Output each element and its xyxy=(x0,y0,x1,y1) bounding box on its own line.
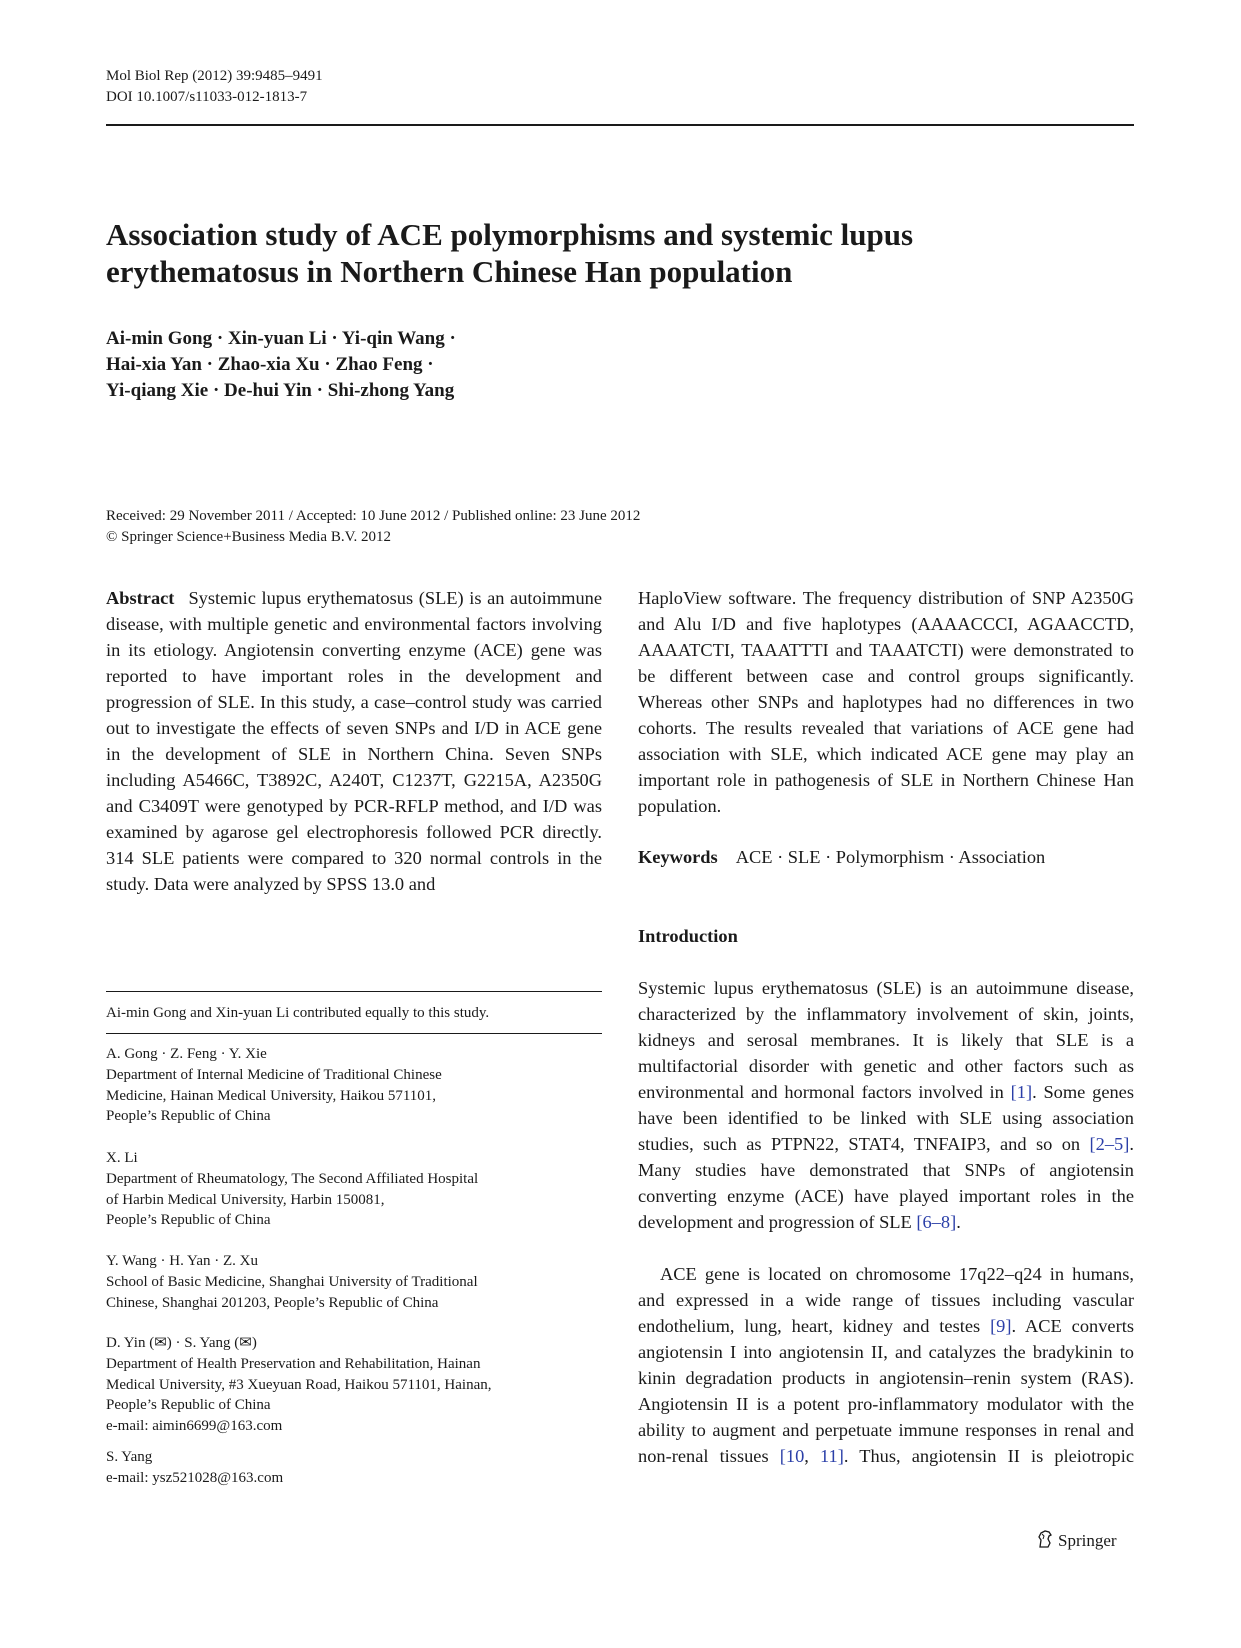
abstract-label: Abstract xyxy=(106,588,175,608)
title-line-2: erythematosus in Northern Chinese Han population xyxy=(106,254,793,289)
introduction-paragraph-1 xyxy=(638,975,1134,1235)
copyright-line: © Springer Science+Business Media B.V. 2012 xyxy=(106,529,391,545)
publication-dates xyxy=(106,506,640,548)
author-line-1: Ai-min Gong · Xin-yuan Li · Yi-qin Wang · xyxy=(106,328,456,349)
abstract-text-left: Systemic lupus erythematosus (SLE) is an autoimmune disease, with multiple genetic and environmental factors involving in its etiology. Angiotensin converting enzyme (ACE) gene was reported to have important roles in the development and progression of SLE. In this study, a case–control study was carried out to investigate the effects of seven SNPs and I/D in ACE gene in the development of SLE in Northern China. Seven SNPs including A5466C, T3892C, A240T, C1237T, G2215A, A2350G and C3409T were genotyped by PCR-RFLP method, and I/D was examined by agarose gel electrophoresis followed PCR directly. 314 SLE patients were compared to 320 normal controls in the study. Data were analyzed by SPSS 13.0 and xyxy=(106,588,602,894)
affiliation-line: School of Basic Medicine, Shanghai University of Traditional xyxy=(106,1273,478,1290)
received-accepted-dates: Received: 29 November 2011 / Accepted: 10 June 2012 / Published online: 23 June 2012 xyxy=(106,508,641,524)
paragraph-text: , xyxy=(804,1446,820,1466)
abstract-continued: HaploView software. The frequency distribution of SNP A2350G and Alu I/D and five haplotypes (AAAACCCI, AGAACCTD, AAAATCTI, TAAATTTI and TAAATCTI) were demonstrated to be different between case and control groups significantly. Whereas other SNPs and haplotypes had no differences in two cohorts. The results revealed that variations of ACE gene had association with SLE, which indicated ACE gene may play an important role in pathogenesis of SLE in Northern Chinese Han population. xyxy=(638,588,1134,816)
affiliation-4 xyxy=(106,1333,602,1437)
citation-link[interactable]: [2–5] xyxy=(1089,1134,1130,1154)
springer-horse-icon xyxy=(1036,1529,1054,1555)
email-link[interactable]: e-mail: aimin6699@163.com xyxy=(106,1418,283,1435)
affiliation-5 xyxy=(106,1447,602,1489)
header-rule xyxy=(106,124,1134,126)
footnote-rule-bottom xyxy=(106,1033,602,1034)
author-list xyxy=(106,326,456,404)
affiliation-line: D. Yin (✉) · S. Yang (✉) xyxy=(106,1335,257,1351)
affiliation-line: Medical University, #3 Xueyuan Road, Haikou 571101, Hainan, xyxy=(106,1376,492,1393)
affiliation-line: of Harbin Medical University, Harbin 150081, xyxy=(106,1191,385,1208)
journal-volume: Mol Biol Rep (2012) 39:9485–9491 xyxy=(106,68,323,84)
affiliation-1 xyxy=(106,1044,602,1127)
footnote-rule-top xyxy=(106,991,602,992)
keywords xyxy=(638,844,1045,870)
citation-link[interactable]: [6–8] xyxy=(916,1212,957,1232)
journal-citation xyxy=(106,66,323,108)
citation-link[interactable]: 11] xyxy=(819,1446,844,1466)
introduction-heading: Introduction xyxy=(638,926,738,946)
affiliation-line: Department of Health Preservation and Rehabilitation, Hainan xyxy=(106,1355,481,1372)
affiliation-2 xyxy=(106,1148,602,1231)
keywords-label: Keywords xyxy=(638,847,718,867)
affiliation-line: Department of Rheumatology, The Second Affiliated Hospital xyxy=(106,1170,479,1187)
affiliation-line: S. Yang xyxy=(106,1449,153,1465)
affiliation-line: A. Gong · Z. Feng · Y. Xie xyxy=(106,1046,267,1062)
abstract xyxy=(106,585,602,897)
journal-doi: DOI 10.1007/s11033-012-1813-7 xyxy=(106,89,308,105)
affiliation-line: People’s Republic of China xyxy=(106,1397,271,1414)
author-line-2: Hai-xia Yan · Zhao-xia Xu · Zhao Feng · xyxy=(106,354,434,375)
paragraph-text: . Some genes have been identified to be linked with SLE using association studies, such as PTPN22, STAT4, TNFAIP3, and so on xyxy=(638,1082,1134,1154)
paragraph-text: ACE gene is located on chromosome 17q22–q24 in humans, and expressed in a wide range of tissues including vascular endothelium, lung, heart, kidney and testes xyxy=(638,1264,1134,1336)
affiliation-line: People’s Republic of China xyxy=(106,1212,271,1229)
affiliation-line: Medicine, Hainan Medical University, Haikou 571101, xyxy=(106,1087,437,1104)
publisher-footer xyxy=(1036,1529,1117,1555)
citation-link[interactable]: [9] xyxy=(990,1316,1012,1336)
citation-link[interactable]: [1] xyxy=(1010,1082,1033,1102)
affiliation-line: People’s Republic of China xyxy=(106,1108,271,1125)
paper-title xyxy=(106,216,1106,290)
publisher-name: Springer xyxy=(1058,1531,1117,1550)
affiliation-3 xyxy=(106,1251,602,1313)
affiliation-line: Y. Wang · H. Yan · Z. Xu xyxy=(106,1253,258,1269)
paragraph-text: . Thus, angiotensin II is pleiotropic xyxy=(843,1446,1134,1466)
citation-link[interactable]: [10 xyxy=(779,1446,805,1466)
email-link[interactable]: e-mail: ysz521028@163.com xyxy=(106,1469,284,1486)
affiliation-line: Chinese, Shanghai 201203, People’s Republic of China xyxy=(106,1294,439,1311)
affiliation-line: X. Li xyxy=(106,1150,138,1166)
equal-contribution-note: Ai-min Gong and Xin-yuan Li contributed equally to this study. xyxy=(106,1005,490,1021)
keywords-text: ACE · SLE · Polymorphism · Association xyxy=(735,847,1046,867)
paragraph-text: . ACE converts angiotensin I into angiotensin II, and catalyzes the bradykinin to kinin degradation products in angiotensin–renin system (RAS). Angiotensin II is a potent pro-inflammatory modulator with the ability to augment and perpetuate immune responses in renal and non-renal tissues xyxy=(638,1316,1134,1466)
title-line-1: Association study of ACE polymorphisms and systemic lupus xyxy=(106,217,914,252)
paragraph-text: . Many studies have demonstrated that SNPs of angiotensin converting enzyme (ACE) have played important roles in the development and progression of SLE xyxy=(638,1134,1134,1232)
paragraph-text: Systemic lupus erythematosus (SLE) is an autoimmune disease, characterized by the inflammatory involvement of skin, joints, kidneys and serosal membranes. It is likely that SLE is a multifactorial disorder with genetic and other factors such as environmental and hormonal factors involved in xyxy=(638,978,1134,1102)
paragraph-text: . xyxy=(956,1212,961,1232)
author-line-3: Yi-qiang Xie · De-hui Yin · Shi-zhong Yang xyxy=(106,380,455,401)
affiliation-line: Department of Internal Medicine of Traditional Chinese xyxy=(106,1066,442,1083)
introduction-paragraph-2 xyxy=(638,1261,1134,1469)
